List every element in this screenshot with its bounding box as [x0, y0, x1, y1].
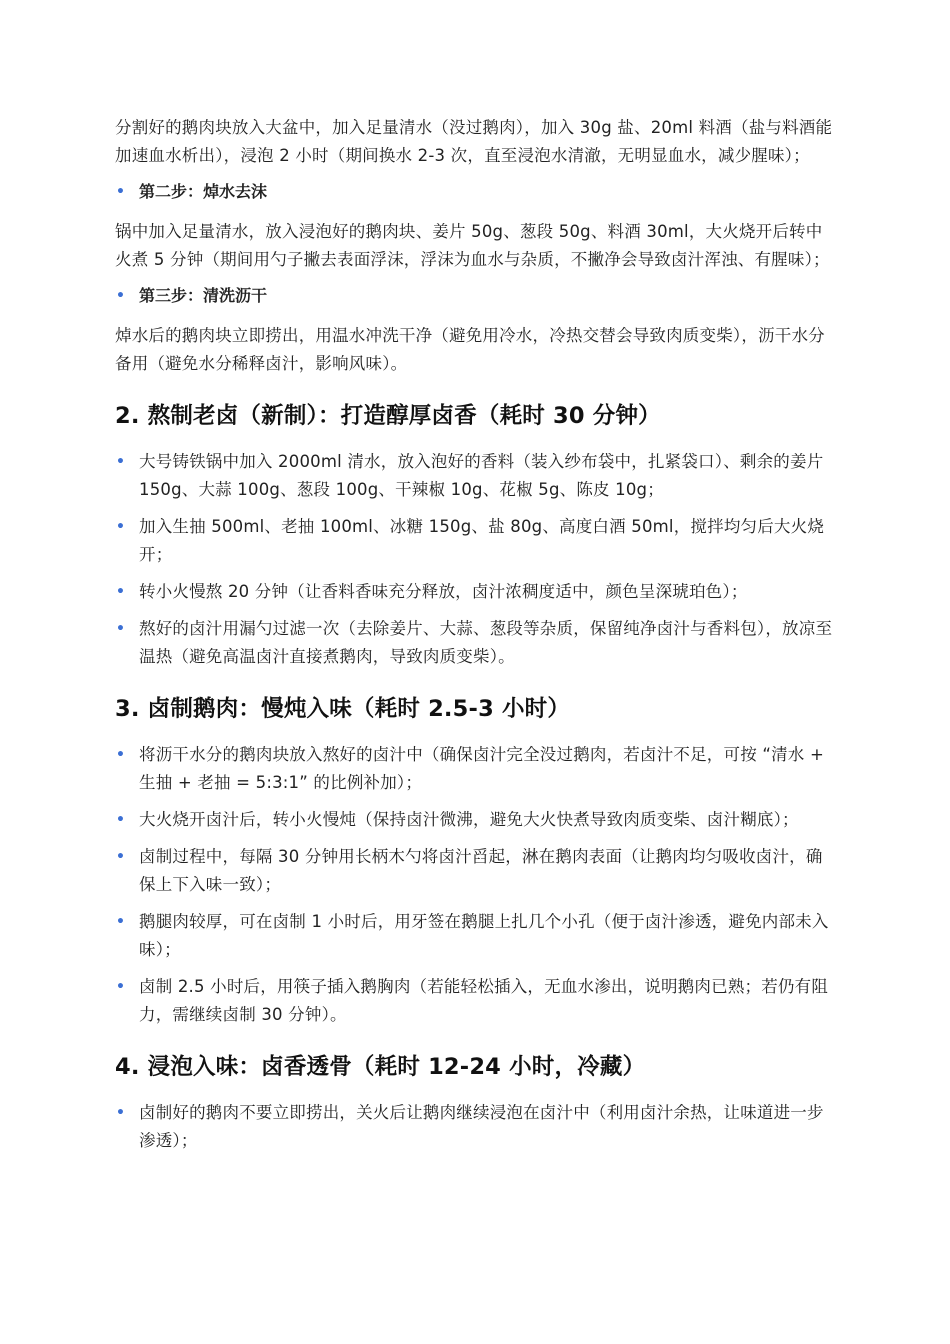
list-item: [115, 908, 837, 964]
bullet-icon: •: [116, 519, 126, 535]
list-item: [115, 615, 837, 671]
section-3-list: [115, 741, 837, 1029]
bullet-icon: •: [116, 849, 126, 865]
step2-heading: [115, 180, 837, 204]
bullet-icon: •: [116, 979, 126, 995]
list-item-text: 熬好的卤汁用漏勺过滤一次（去除姜片、大蒜、葱段等杂质，保留纯净卤汁与香料包），放凉至温热（避免高温卤汁直接煮鹅肉，导致肉质变柴）。: [139, 619, 833, 666]
step1-body: 分割好的鹅肉块放入大盆中，加入足量清水（没过鹅肉），加入 30g 盐、20ml 料酒（盐与料酒能加速血水析出），浸泡 2 小时（期间换水 2-3 次，直至浸泡水清澈，无明显血水，减少腥味）；: [115, 118, 833, 165]
list-item-text: 将沥干水分的鹅肉块放入熬好的卤汁中（确保卤汁完全没过鹅肉，若卤汁不足，可按 “清水 + 生抽 + 老抽 = 5:3:1” 的比例补加）；: [139, 745, 824, 792]
bullet-icon: •: [116, 914, 126, 930]
list-item-text: 大火烧开卤汁后，转小火慢炖（保持卤汁微沸，避免大火快煮导致肉质变柴、卤汁糊底）；: [139, 810, 799, 829]
list-item: [115, 843, 837, 899]
bullet-icon: •: [116, 1105, 126, 1121]
list-item: [115, 806, 837, 834]
step2-title: 第二步：焯水去沫: [139, 182, 268, 201]
section-heading-4: 4. 浸泡入味：卤香透骨（耗时 12-24 小时，冷藏）: [115, 1054, 646, 1080]
list-item: [115, 1099, 837, 1155]
list-item-text: 鹅腿肉较厚，可在卤制 1 小时后，用牙签在鹅腿上扎几个小孔（便于卤汁渗透，避免内部未入味）；: [139, 912, 829, 959]
section-2-list: [115, 448, 837, 671]
step3-heading: [115, 284, 837, 308]
list-item-text: 卤制 2.5 小时后，用筷子插入鹅胸肉（若能轻松插入，无血水渗出，说明鹅肉已熟；若仍有阻力，需继续卤制 30 分钟）。: [139, 977, 829, 1024]
bullet-icon: •: [116, 454, 126, 470]
bullet-icon: •: [116, 184, 125, 200]
bullet-icon: •: [116, 288, 125, 304]
list-item: [115, 513, 837, 569]
list-item: [115, 448, 837, 504]
list-item: [115, 578, 837, 606]
step3-title: 第三步：清洗沥干: [139, 286, 268, 305]
step2-body: 锅中加入足量清水，放入浸泡好的鹅肉块、姜片 50g、葱段 50g、料酒 30ml，大火烧开后转中火煮 5 分钟（期间用勺子撇去表面浮沫，浮沫为血水与杂质，不撇净会导致卤汁浑浊、有腥味）；: [115, 222, 830, 269]
list-item: [115, 973, 837, 1029]
list-item-text: 加入生抽 500ml、老抽 100ml、冰糖 150g、盐 80g、高度白酒 50ml，搅拌均匀后大火烧开；: [139, 517, 825, 564]
list-item-text: 卤制好的鹅肉不要立即捞出，关火后让鹅肉继续浸泡在卤汁中（利用卤汁余热，让味道进一步渗透）；: [139, 1103, 824, 1150]
list-item: [115, 741, 837, 797]
section-heading-3: 3. 卤制鹅肉：慢炖入味（耗时 2.5-3 小时）: [115, 696, 571, 722]
bullet-icon: •: [116, 812, 126, 828]
section-heading-2: 2. 熬制老卤（新制）：打造醇厚卤香（耗时 30 分钟）: [115, 403, 661, 429]
list-item-text: 转小火慢熬 20 分钟（让香料香味充分释放，卤汁浓稠度适中，颜色呈深琥珀色）；: [139, 582, 748, 601]
list-item-text: 卤制过程中，每隔 30 分钟用长柄木勺将卤汁舀起，淋在鹅肉表面（让鹅肉均匀吸收卤汁，确保上下入味一致）；: [139, 847, 823, 894]
section-4-list: [115, 1099, 837, 1155]
list-item-text: 大号铸铁锅中加入 2000ml 清水，放入泡好的香料（装入纱布袋中，扎紧袋口）、剩余的姜片 150g、大蒜 100g、葱段 100g、干辣椒 10g、花椒 5g、陈皮 10g；: [139, 452, 824, 499]
recipe-document: [115, 114, 837, 1177]
bullet-icon: •: [116, 621, 126, 637]
bullet-icon: •: [116, 747, 126, 763]
step3-body: 焯水后的鹅肉块立即捞出，用温水冲洗干净（避免用冷水，冷热交替会导致肉质变柴），沥干水分备用（避免水分稀释卤汁，影响风味）。: [115, 326, 825, 373]
bullet-icon: •: [116, 584, 126, 600]
